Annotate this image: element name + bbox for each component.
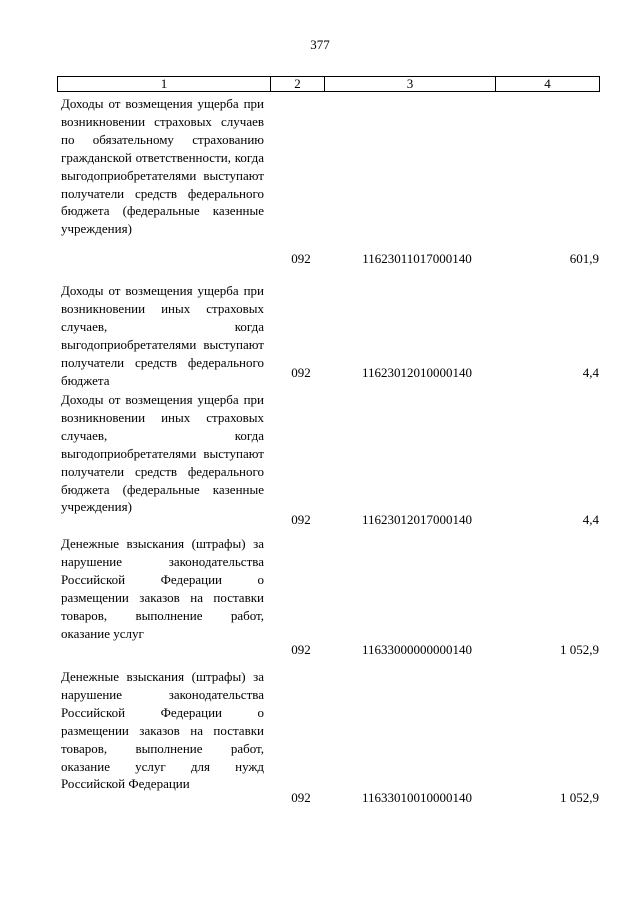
row-kbk-code: 11623012017000140: [361, 512, 473, 527]
row-amount: 1 052,9: [560, 642, 599, 657]
header-col-1: 1: [58, 77, 271, 92]
header-col-4: 4: [496, 77, 600, 92]
row-kbk-code: 11623011017000140: [362, 251, 472, 266]
table-row: [61, 391, 599, 536]
row-amount: 4,4: [582, 365, 599, 380]
row-kbk-code: 11633010010000140: [361, 790, 473, 805]
row-admin-code: 092: [291, 365, 311, 380]
header-col-2: 2: [271, 77, 325, 92]
row-description: Денежные взыскания (штрафы) за нарушение законодательства Российской Федерации о размещении заказов на поставки товаров, выполнение работ, оказание услуг: [61, 536, 264, 641]
row-admin-code: 092: [291, 790, 311, 805]
header-row: [58, 77, 600, 92]
row-amount: 601,9: [569, 251, 599, 266]
row-description: Денежные взыскания (штрафы) за нарушение законодательства Российской Федерации о размещении заказов на поставки товаров, выполнение работ, оказание услуг для нужд Российской Федерации: [61, 669, 264, 792]
header-col-3: 3: [325, 77, 496, 92]
row-kbk-code: 11623012010000140: [361, 365, 473, 380]
table-row: [61, 282, 599, 392]
table-row: [61, 668, 599, 813]
row-description: Доходы от возмещения ущерба при возникновении иных страховых случаев, когда выгодоприобретателями выступают получатели средств федерального бюджета (федеральные казенные учреждения): [61, 392, 264, 515]
row-admin-code: 092: [291, 251, 311, 266]
row-description: Доходы от возмещения ущерба при возникновении иных страховых случаев, когда выгодоприобретателями выступают получатели средств федерального бюджета: [61, 283, 264, 388]
row-admin-code: 092: [291, 642, 311, 657]
row-kbk-code: 11633000000000140: [361, 642, 473, 657]
page-number: 377: [310, 37, 330, 52]
row-amount: 4,4: [582, 512, 599, 527]
row-description: Доходы от возмещения ущерба при возникновении страховых случаев по обязательному страхованию гражданской ответственности, когда выгодоприобретателями выступают получатели средств федерального бюджета (федеральные казенные учреждения): [61, 96, 264, 237]
table-header: [57, 76, 600, 92]
table-row: [61, 535, 599, 663]
row-amount: 1 052,9: [560, 790, 599, 805]
row-admin-code: 092: [291, 512, 311, 527]
table-row: [61, 95, 599, 275]
